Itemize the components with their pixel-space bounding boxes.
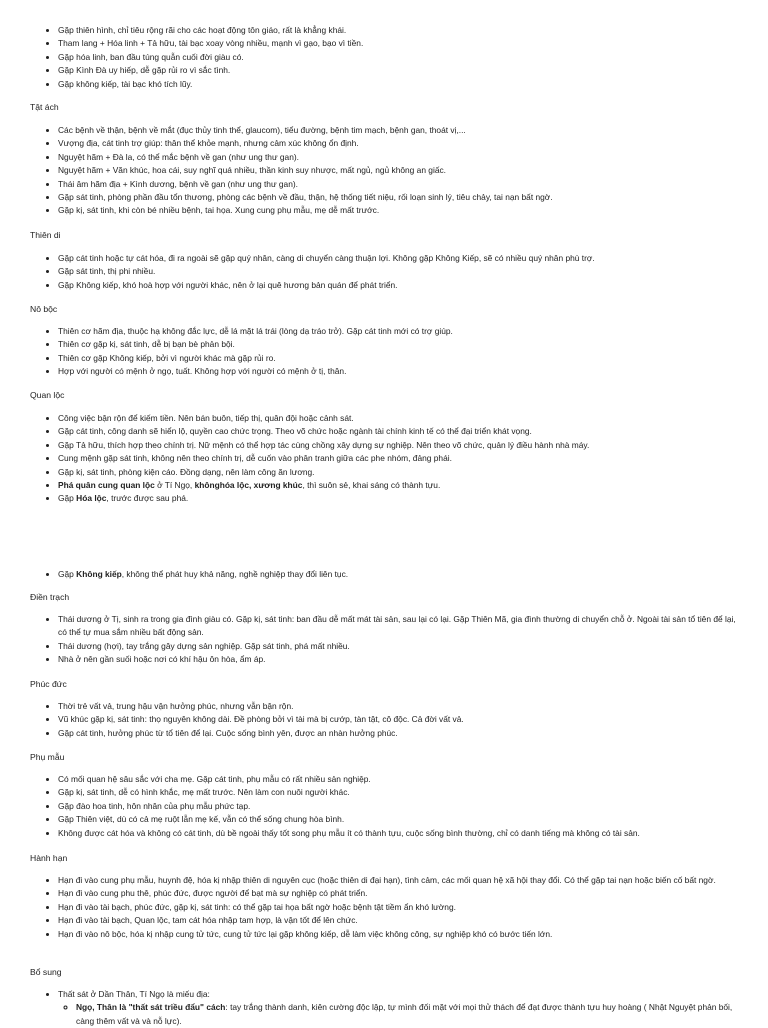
section-heading: Điền trạch	[30, 592, 70, 602]
list-item: • Công việc bận rộn để kiếm tiền. Nên bán buôn, tiếp thị, quân đội hoặc cảnh sát.	[58, 412, 742, 425]
inline-text: , trước được sau phá.	[106, 493, 189, 504]
section-no-boc-list	[30, 325, 742, 379]
sub-list	[58, 1001, 742, 1028]
bullet-list	[30, 412, 742, 506]
bold-text: Phá quân cung quan lộc	[58, 480, 155, 491]
bold-text: Ngọ, Thân là "thất sát triều đẩu" cách	[76, 1002, 226, 1013]
list-item: • Gặp Không kiếp, khó hoà hợp với người khác, nên ở lại quê hương bản quán để phát triển.	[58, 279, 742, 292]
section-phuc-duc-list	[30, 700, 742, 740]
bullet-list	[30, 613, 742, 667]
section-dien-trach-list	[30, 613, 742, 667]
list-item: • Gặp cát tinh, công danh sẽ hiển lộ, quyền cao chức trọng. Theo võ chức hoặc ngành tài chính kinh tế có thể đại triển khát vọng.	[58, 425, 742, 438]
section-heading: Hành hạn	[30, 853, 68, 863]
bullet-list	[30, 568, 742, 581]
list-item: • Hạn đi vào tài bạch, Quan lộc, tam cát hóa nhập tam hợp, là vận tốt để lên chức.	[58, 914, 742, 927]
list-item: • Hợp với người có mệnh ở ngọ, tuất. Không hợp với người có mệnh ở tị, thân.	[58, 365, 742, 378]
list-item: • Gặp cát tinh hoặc tự cát hóa, đi ra ngoài sẽ gặp quý nhân, càng di chuyển càng thuận lợi. Không gặp Không Kiếp, sẽ có nhiều quý nhân phù trợ.	[58, 252, 742, 265]
section-phuc-duc	[30, 678, 742, 691]
list-item: • Gặp Tả hữu, thích hợp theo chính trị. Nữ mệnh có thể hợp tác cùng chồng xây dựng sự nghiệp. Nên theo võ chức, quản lý điều hành nhà máy.	[58, 439, 742, 452]
list-item: • Gặp Thiên việt, dù có cả mẹ ruột lẫn mẹ kế, vẫn có thể sống chung hòa bình.	[58, 813, 742, 826]
list-item: • Hạn đi vào cung phu thê, phúc đức, được người để bạt mà sự nghiệp có phát triển.	[58, 887, 742, 900]
list-item: • Gặp hóa linh, ban đầu túng quẫn cuối đời giàu có.	[58, 51, 742, 64]
list-item: • Có mối quan hệ sâu sắc với cha mẹ. Gặp cát tinh, phụ mẫu có rất nhiều sản nghiệp.	[58, 773, 742, 786]
section-quan-loc-list	[30, 412, 742, 506]
section-quan-loc	[30, 389, 742, 402]
section-quan-loc-list-cont	[30, 568, 742, 581]
list-item: • Nguyệt hãm + Văn khúc, hoa cái, suy nghĩ quá nhiều, thần kinh suy nhược, mất ngủ, ngủ không an giấc.	[58, 164, 742, 177]
bullet-list	[30, 773, 742, 840]
section-heading: Quan lộc	[30, 390, 65, 400]
bold-text: Hóa lộc	[76, 493, 107, 504]
list-item: • Vượng địa, cát tinh trợ giúp: thân thể khỏe mạnh, nhưng cảm xúc không ổn định.	[58, 137, 742, 150]
list-item: • Nhà ở nên gần suối hoặc nơi có khí hậu ôn hòa, ẩm áp.	[58, 653, 742, 666]
bullet-list	[30, 24, 742, 91]
list-item: • Gặp kị, sát tinh, phòng kiện cáo. Đồng dạng, nên làm công ăn lương.	[58, 466, 742, 479]
list-item: • Gặp đào hoa tinh, hôn nhân của phụ mẫu phức tạp.	[58, 800, 742, 813]
sub-list-item	[76, 1001, 742, 1028]
list-item: • Gặp sát tinh, phòng phần đầu tổn thương, phòng các bệnh về đầu, thận, hệ thống tiết niệu, rối loạn sinh lý, tiêu chảy, tai nạn bất ngờ.	[58, 191, 742, 204]
list-item	[58, 479, 742, 492]
list-item: • Gặp cát tinh, hưởng phúc từ tổ tiên để lại. Cuộc sống bình yên, được an nhàn hưởng phúc.	[58, 727, 742, 740]
inline-text: , không thể phát huy khả năng, nghề nghiệp thay đổi liên tục.	[121, 569, 349, 579]
list-item: • Thiên cơ gặp Không kiếp, bởi vì người khác mà gặp rủi ro.	[58, 352, 742, 365]
list-item: • Vũ khúc gặp kị, sát tinh: thọ nguyên không dài. Đề phòng bởi vì tài mà bị cướp, tàn tật, cô độc. Cả đời vất vả.	[58, 713, 742, 726]
list-item	[58, 492, 742, 505]
inline-text: Gặp	[58, 493, 77, 504]
inline-text: ở Tí Ngọ,	[154, 480, 195, 491]
section-no-boc	[30, 303, 742, 316]
list-item: • Gặp sát tinh, thị phi nhiều.	[58, 265, 742, 278]
section-bo-sung	[30, 966, 742, 979]
section-heading: Thiên di	[30, 230, 61, 240]
bullet-list	[30, 124, 742, 218]
list-item	[58, 568, 742, 581]
section-phu-mau	[30, 751, 742, 764]
list-item: • Hạn đi vào cung phụ mẫu, huynh đệ, hóa kị nhập thiên di nguyên cục (hoặc thiên di đại hạn), tình cảm, các mối quan hệ xã hội thay đổi. Có thể gặp tai nạn hoặc biến cố bất ngờ.	[58, 874, 742, 887]
list-item: • Gặp kị, sát tinh, dễ có hình khắc, mẹ mất trước. Nên làm con nuôi người khác.	[58, 786, 742, 799]
bullet-list	[30, 325, 742, 379]
bold-text: Không kiếp	[76, 569, 122, 579]
section-tat-ach	[30, 101, 742, 114]
list-item: • Thái dương (hợi), tay trắng gây dựng sản nghiệp. Gặp sát tinh, phá mất nhiều.	[58, 640, 742, 653]
inline-text: Gặp	[58, 569, 77, 579]
list-item: • Gặp kị, sát tinh, khi còn bé nhiều bệnh, tai họa. Xung cung phụ mẫu, mẹ dễ mất trước.	[58, 204, 742, 217]
list-item: • Gặp không kiếp, tài bạc khó tích lũy.	[58, 78, 742, 91]
section-thien-di	[30, 229, 742, 242]
list-item: • Thời trẻ vất vả, trung hậu vận hưởng phúc, nhưng vẫn bận rộn.	[58, 700, 742, 713]
list-item: • Các bệnh về thận, bệnh về mắt (đục thủy tinh thể, glaucom), tiểu đường, bệnh tim mạch, bệnh gan, thoát vị,...	[58, 124, 742, 137]
inline-text: : tay trắng thành danh, kiên cường độc lập, tự mình đối mặt với mọi thử thách để đạt được thành tựu huy hoàng ( Nhật Nguyệt phản bối, càng thêm vất và và nỗ lực).	[76, 1002, 733, 1026]
bullet-list	[30, 874, 742, 941]
section-bo-sung-list	[30, 988, 742, 1028]
list-item: • Gặp thiên hình, chỉ tiêu rộng rãi cho các hoạt động tôn giáo, rất là khẳng khái.	[58, 24, 742, 37]
section-heading: Bổ sung	[30, 967, 62, 977]
bullet-list	[30, 988, 742, 1028]
section-hanh-han-list	[30, 874, 742, 941]
section-phu-mau-list	[30, 773, 742, 840]
top-list-block	[30, 24, 742, 91]
list-item: • Hạn đi vào nô bộc, hóa kị nhập cung tử tức, cung tử tức lại gặp không kiếp, dễ làm việc không công, sự nghiệp khó có bước tiến lớn.	[58, 928, 742, 941]
list-item: • Gặp Kình Đà uy hiếp, dễ gặp rủi ro vì sắc tình.	[58, 64, 742, 77]
section-tat-ach-list	[30, 124, 742, 218]
section-heading: Nô bộc	[30, 304, 58, 314]
list-item: • Hạn đi vào tài bạch, phúc đức, gặp kị, sát tinh: có thể gặp tai họa bất ngờ hoặc bệnh tật tiềm ẩn khó lường.	[58, 901, 742, 914]
section-heading: Phúc đức	[30, 679, 67, 689]
bullet-list	[30, 700, 742, 740]
section-heading: Tật ách	[30, 102, 59, 112]
list-item: • Thái dương ở Tị, sinh ra trong gia đình giàu có. Gặp kị, sát tinh: ban đầu dễ mất mát tài sản, sau lại có lại. Gặp Thiên Mã, gia đình thường di chuyển chỗ ở. Ngoài tài sản tổ tiên để lại, có thể tự mua sắm nhiều bất động sản.	[58, 613, 742, 640]
section-dien-trach	[30, 591, 742, 604]
inline-text: Thất sát ở Dần Thân, Tí Ngọ là miếu địa:	[58, 989, 210, 999]
list-item: • Cung mệnh gặp sát tinh, không nên theo chính trị, dễ cuốn vào phân tranh giữa các phe nhóm, đảng phái.	[58, 452, 742, 465]
bullet-list	[30, 252, 742, 292]
list-item: • Thái âm hãm địa + Kình dương, bệnh về gan (như ung thư gan).	[58, 178, 742, 191]
inline-text: , thì suôn sẻ, khai sáng có thành tựu.	[302, 480, 441, 491]
bold-text: khônghóa lộc, xương khúc	[194, 480, 303, 491]
section-heading: Phụ mẫu	[30, 752, 65, 762]
list-item	[58, 988, 742, 1028]
list-item: • Tham lang + Hóa linh + Tả hữu, tài bạc xoay vòng nhiều, mạnh vì gạo, bạo vì tiền.	[58, 37, 742, 50]
list-item: • Thiên cơ gặp kị, sát tinh, dễ bị bạn bè phản bội.	[58, 338, 742, 351]
section-hanh-han	[30, 852, 742, 865]
list-item: • Thiên cơ hãm địa, thuộc hạ không đắc lực, dễ lá mặt lá trái (lòng dạ tráo trở). Gặp cát tinh mới có trợ giúp.	[58, 325, 742, 338]
list-item: • Nguyệt hãm + Đà la, có thể mắc bệnh về gan (như ung thư gan).	[58, 151, 742, 164]
section-thien-di-list	[30, 252, 742, 292]
list-item: • Không được cát hóa và không có cát tinh, dù bề ngoài thấy tốt song phụ mẫu ít có thành tựu, cuộc sống bình thường, chỉ có danh tiếng mà không có tài sản.	[58, 827, 742, 840]
